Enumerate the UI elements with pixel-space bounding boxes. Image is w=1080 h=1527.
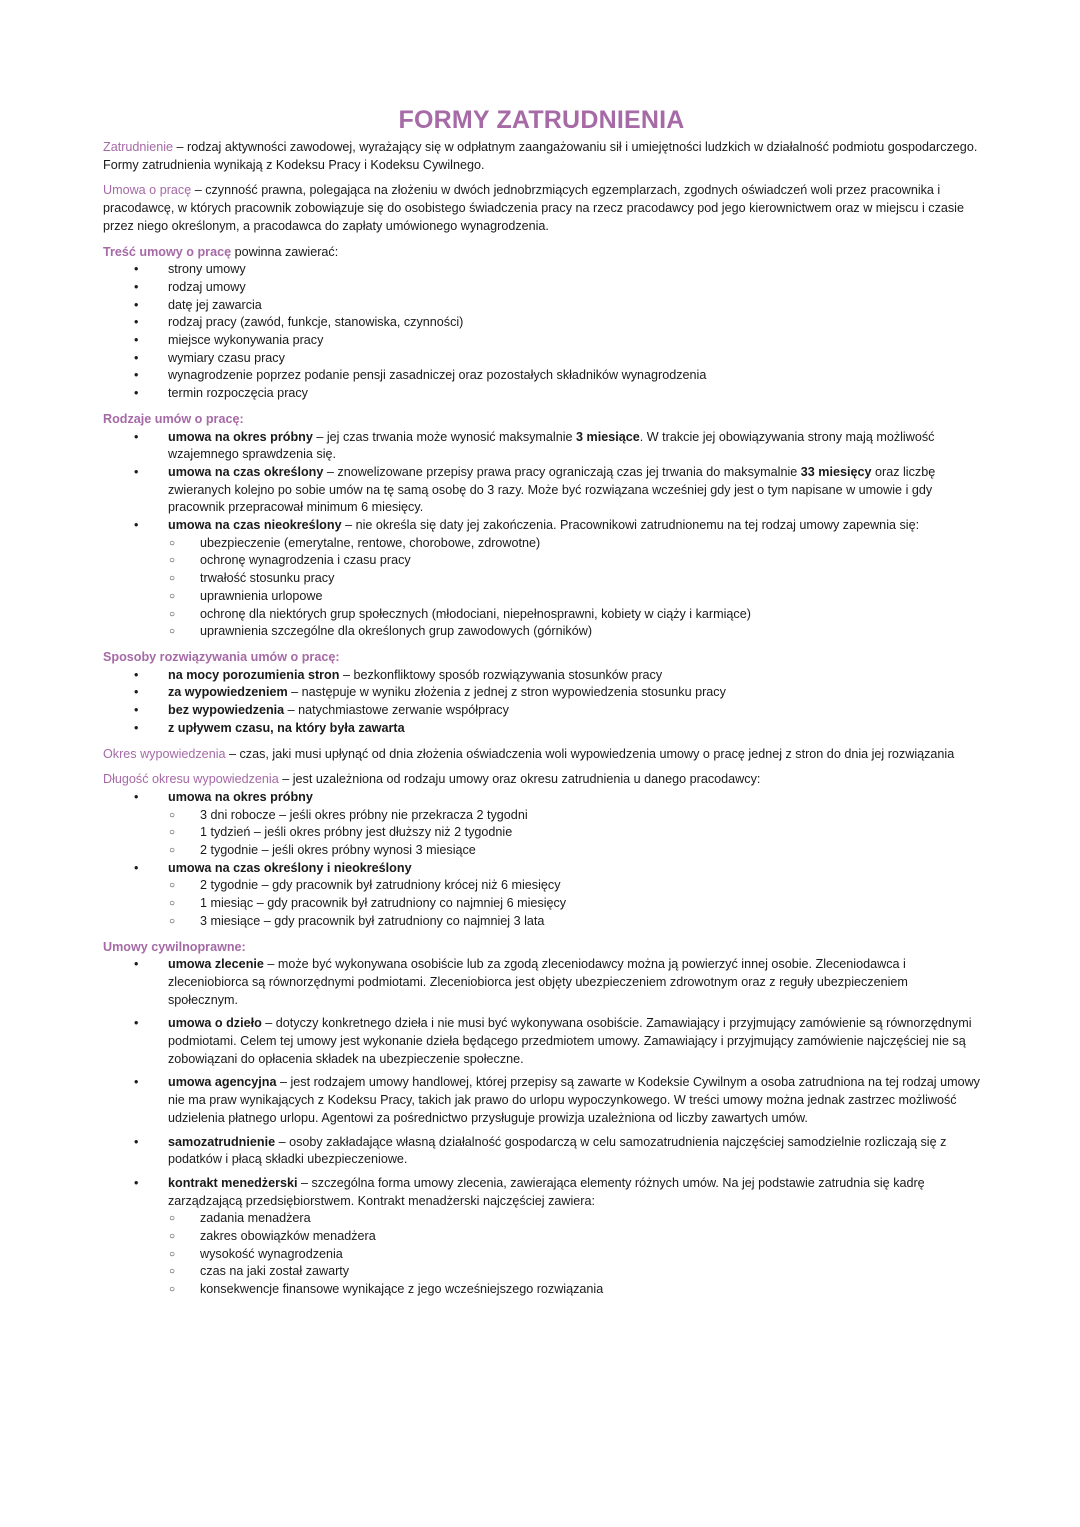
list-item: • miejsce wykonywania pracy	[103, 332, 980, 350]
list-item: • samozatrudnienie – osoby zakładające własną działalność gospodarczą w celu samozatrudnienia najczęściej samodzielnie rozliczają się z podatków i płacą składki ubezpieczeniowe.	[103, 1134, 980, 1169]
list-item: • bez wypowiedzenia – natychmiastowe zerwanie współpracy	[103, 702, 980, 720]
list-item: • wynagrodzenie poprzez podanie pensji zasadniczej oraz pozostałych składników wynagrodzenia	[103, 367, 980, 385]
sub-list-item: ○ uprawnienia urlopowe	[103, 588, 980, 606]
sub-list-item: ○ ochronę wynagrodzenia i czasu pracy	[103, 552, 980, 570]
section-dlugosc-okresu: Długość okresu wypowiedzenia – jest uzależniona od rodzaju umowy oraz okresu zatrudnienia u danego pracodawcy:	[103, 772, 761, 787]
list-item: • umowa o dzieło – dotyczy konkretnego dzieła i nie musi być wykonywana osobiście. Zamawiający i przyjmujący zamówienie są równorzędnymi podmiotami. Celem tej umowy jest wykonanie dzieła będącego przedmiotem umowy. Zamawiający i przyjmujący zamówienie najczęściej nie są zobowiązani do opłacenia składek na ubezpieczenie społeczne.	[103, 1015, 980, 1068]
sub-list-item: ○ 2 tygodnie – gdy pracownik był zatrudniony krócej niż 6 miesięcy	[103, 877, 980, 895]
sub-list-item: ○ 3 dni robocze – jeśli okres próbny nie przekracza 2 tygodni	[103, 807, 980, 825]
document	[103, 104, 980, 1307]
list-item: • na mocy porozumienia stron – bezkonfliktowy sposób rozwiązywania stosunków pracy	[103, 667, 980, 685]
list-item: • rodzaj umowy	[103, 279, 980, 297]
list-item: • z upływem czasu, na który była zawarta	[103, 720, 980, 738]
list-item: • umowa na czas określony – znowelizowane przepisy prawa pracy ograniczają czas jej trwania do maksymalnie 33 miesięcy oraz liczbę zwieranych kolejno po sobie umów na tę samą osobę do 3 razy. Może być rozwiązana wcześniej gdy jest o tym napisane w umowie i gdy pracownik przepracował minimum 6 miesięcy.	[103, 464, 980, 517]
list-item: • umowa na okres próbny – jej czas trwania może wynosić maksymalnie 3 miesiące. W trakcie jej obowiązywania strony mają możliwość wzajemnego sprawdzenia się.	[103, 429, 980, 464]
sub-list-item: ○ ochronę dla niektórych grup społecznych (młodociani, niepełnosprawni, kobiety w ciąży i karmiące)	[103, 606, 980, 624]
sub-list-item: ○ 1 tydzień – jeśli okres próbny jest dłuższy niż 2 tygodnie	[103, 824, 980, 842]
list-tresc-umowy	[103, 261, 980, 403]
sub-list-item: ○ wysokość wynagrodzenia	[103, 1246, 980, 1264]
definition-zatrudnienie: Zatrudnienie – rodzaj aktywności zawodowej, wyrażający się w odpłatnym zaangażowaniu sił i umiejętności ludzkich w działalność podmiotu gospodarczego. Formy zatrudnienia wynikają z Kodeksu Pracy i Kodeksu Cywilnego.	[103, 140, 978, 172]
sub-list-item: ○ ubezpieczenie (emerytalne, rentowe, chorobowe, zdrowotne)	[103, 535, 980, 553]
list-item: • umowa zlecenie – może być wykonywana osobiście lub za zgodą zleceniodawcy można ją powierzyć innej osobie. Zleceniodawca i zleceniobiorca są równorzędnymi podmiotami. Zleceniobiorca jest objęty ubezpieczeniem zdrowotnym oraz z reguły ubezpieczeniem społecznym.	[103, 956, 980, 1009]
term-umowa-o-prace: Umowa o pracę	[103, 183, 192, 198]
term-zatrudnienie: Zatrudnienie	[103, 140, 174, 154]
definition-umowa-o-prace: Umowa o pracę – czynność prawna, polegająca na złożeniu w dwóch jednobrzmiących egzemplarzach, zgodnych oświadczeń woli przez pracownika i pracodawcę, w których pracownik zobowiązuje się do osobistego świadczenia pracy na rzecz pracodawcy pod jego kierownictwem oraz w miejscu i czasie przez niego określonym, a pracodawca do zapłaty umówionego wynagrodzenia.	[103, 183, 964, 233]
list-sposoby-rozwiazywania	[103, 667, 980, 738]
list-item: • umowa na czas nieokreślony – nie określa się daty jej zakończenia. Pracownikowi zatrudnionemu na tej rodzaj umowy zapewnia się:	[103, 517, 980, 535]
term-okres-wypowiedzenia: Okres wypowiedzenia	[103, 746, 226, 761]
section-tresc-umowy: Treść umowy o pracę powinna zawierać:	[103, 244, 339, 259]
list-item: • kontrakt menedżerski – szczególna forma umowy zlecenia, zawierająca elementy różnych umów. Na jej podstawie zatrudnia się kadrę zarządzającą przedsiębiorstwem. Kontrakt menadżerski najczęściej zawiera:	[103, 1175, 980, 1210]
definition-okres-wypowiedzenia: Okres wypowiedzenia – czas, jaki musi upłynąć od dnia złożenia oświadczenia woli wypowiedzenia umowy o pracę jednej z stron do dnia jej rozwiązania	[103, 746, 955, 761]
list-rodzaje-umow	[103, 429, 980, 641]
list-item: • za wypowiedzeniem – następuje w wyniku złożenia z jednej z stron wypowiedzenia stosunku pracy	[103, 684, 980, 702]
list-item: • datę jej zawarcia	[103, 297, 980, 315]
sub-list-item: ○ 2 tygodnie – jeśli okres próbny wynosi 3 miesiące	[103, 842, 980, 860]
section-umowy-cywilnoprawne: Umowy cywilnoprawne:	[103, 939, 246, 954]
list-item: • strony umowy	[103, 261, 980, 279]
sub-list-item: ○ 1 miesiąc – gdy pracownik był zatrudniony co najmniej 6 miesięcy	[103, 895, 980, 913]
list-item: • umowa na okres próbny	[103, 789, 980, 807]
sub-list-item: ○ trwałość stosunku pracy	[103, 570, 980, 588]
sub-list-item: ○ 3 miesiące – gdy pracownik był zatrudniony co najmniej 3 lata	[103, 913, 980, 931]
list-item: • umowa agencyjna – jest rodzajem umowy handlowej, której przepisy są zawarte w Kodeksie Cywilnym a osoba zatrudniona na tej rodzaj umowy nie ma praw wynikających z Kodeksu Pracy, takich jak prawo do urlopu wypoczynkowego. W treści umowy można jednak zastrzec możliwość udzielenia płatnego urlopu. Agentowi za pośrednictwo przysługuje prowizja uzależniona od liczby zawartych umów.	[103, 1074, 980, 1127]
list-dlugosc-okresu	[103, 789, 980, 931]
page-title: FORMY ZATRUDNIENIA	[398, 106, 685, 134]
section-rodzaje-umow: Rodzaje umów o pracę:	[103, 411, 244, 426]
section-sposoby-rozwiazywania: Sposoby rozwiązywania umów o pracę:	[103, 649, 340, 664]
sub-list-item: ○ konsekwencje finansowe wynikające z jego wcześniejszego rozwiązania	[103, 1281, 980, 1299]
sub-list-item: ○ zadania menadżera	[103, 1210, 980, 1228]
list-item: • termin rozpoczęcia pracy	[103, 385, 980, 403]
sub-list-item: ○ czas na jaki został zawarty	[103, 1263, 980, 1281]
sub-list-item: ○ uprawnienia szczególne dla określonych grup zawodowych (górników)	[103, 623, 980, 641]
list-item: • rodzaj pracy (zawód, funkcje, stanowiska, czynności)	[103, 314, 980, 332]
sub-list-item: ○ zakres obowiązków menadżera	[103, 1228, 980, 1246]
list-item: • wymiary czasu pracy	[103, 350, 980, 368]
list-umowy-cywilnoprawne	[103, 956, 980, 1299]
list-item: • umowa na czas określony i nieokreślony	[103, 860, 980, 878]
